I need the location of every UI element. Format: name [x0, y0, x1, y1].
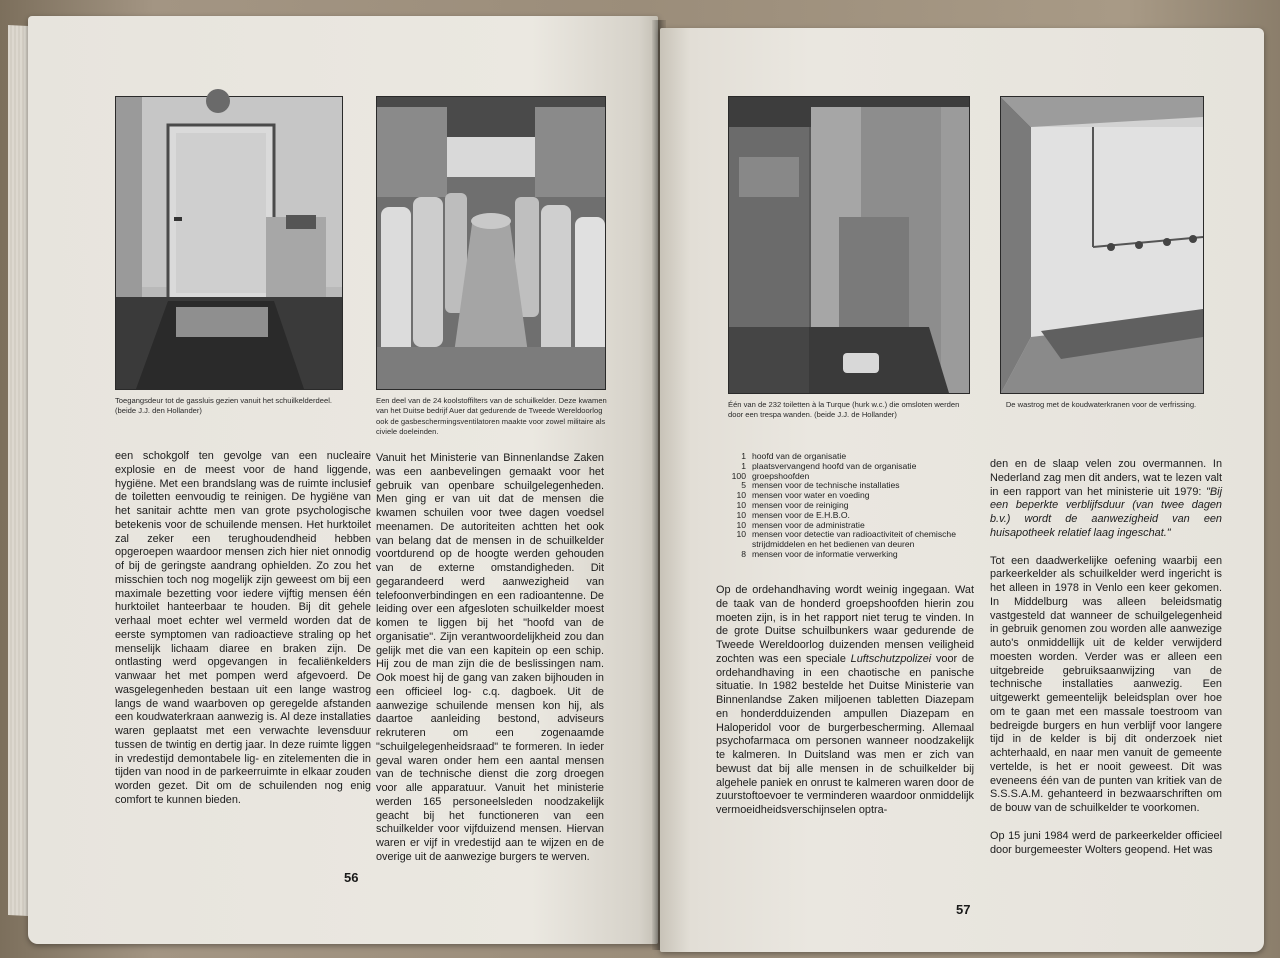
page-number: 57: [956, 902, 971, 917]
photo1-caption: Toegangsdeur tot de gassluis gezien vanuit het schuilkelderdeel. (beide J.J. den Hollander): [115, 396, 332, 416]
paragraph: Op 15 juni 1984 werd de parkeerkelder officieel door burgemeester Wolters geopend. Het was: [990, 829, 1222, 856]
text-column-3: Op de ordehandhaving wordt weinig ingegaan. Wat de taak van de honderd groepshoofden hierin zou moeten zijn, is in het rapport niet terug te vinden. In de grote Duitse schuilbunkers waar gedurende de Tweede Wereldoorlog duizenden mensen veiligheid zochten was een speciale Luftschutzpolizei voor de ordehandhaving in een chaotische en panische situatie. In 1982 bestelde het Duitse Ministerie van Binnenlandse Zaken miljoenen tabletten Diazepam en honderdduizenden ampullen Diazepam en Haloperidol voor de burgerbescherming. Allemaal psychofarmaca om personen wanneer noodzakelijk te kalmeren. In Duitsland was men er zich van bewust dat bij alle mensen in de schuilkelder bij algehele paniek en onrust te kalmeren waren door de zuurstoftoevoer te verminderen waardoor onmiddelijk vermoeidheidsverschijnselen optra-: [716, 584, 974, 816]
photo-carbon-filters: [376, 96, 606, 390]
list-item: 100 groepshoofden: [731, 470, 810, 481]
text-column-4: [990, 458, 1222, 864]
page-number: 56: [344, 870, 359, 885]
text-column-2: Vanuit het Ministerie van Binnenlandse Zaken was een aanbevelingen gemaakt voor het gebruik van openbare schuilgelegenheden. Men ging er van uit dat de mensen die kwamen schuilen voor twee dagen voedsel meenamen. De autoriteiten achtten het ook van belang dat de mensen in de schuilkelder voortdurend op de hoogte werden gehouden van de externe omstandigheden. Dit gegarandeerd werd aanwezigheid van telefoonverbindingen en een radioantenne. De leiding over een afgesloten schuilkelder moest komen te liggen bij het "hoofd van de organisatie". Zijn verantwoordelijkheid zou dan gelijk met die van een kapitein op een schip. Hij zou de man zijn die de beslissingen nam. Ook moest hij de gang van zaken bijhouden in een officieel log- c.q. dagboek. Uit de aanwezige schuilende mensen kon hij, als daartoe aanleiding bestond, adviseurs rekruteren om een zogenaamde "schuilgelegenheidsraad" te formeren. In ieder geval waren onder hem een aantal mensen van de technische dienst die zorg droegen voor alle apparatuur. Vanuit het ministerie werden 165 personeelsleden noodzakelijk geacht bij het functioneren van een schuilkelder voor vijfduizend mensen. Hiervan waren er vijf in vredestijd aan te wijzen en de overige uit de aanwezige burgers te werven.: [376, 452, 604, 863]
list-item: 1 hoofd van de organisatie: [741, 451, 847, 461]
photo3-caption: Één van de 232 toiletten à la Turque (hurk w.c.) die omsloten werden door een trespa wanden. (beide J.J. de Hollander): [728, 400, 960, 420]
list-item: 10 mensen voor detectie van radioactiviteit of chemische strijdmiddelen en het bedienen van deuren: [736, 529, 956, 550]
photo-wash-trough: [1000, 96, 1204, 394]
paragraph: den en de slaap velen zou overmannen. In Nederland zag men dit anders, wat te lezen valt in een rapport van het ministerie uit 1979: "Bij een beperkte verblijfsduur (van twee dagen b.v.) wordt de aanwezigheid van een huisapotheek relatief laag ingeschat.": [990, 458, 1222, 539]
photo2-caption: Een deel van de 24 koolstoffilters van de schuilkelder. Deze kwamen van het Duitse bedrijf Auer dat gedurende de Tweede Wereldoorlog ook de gasbeschermingsventilatoren maakte voor zowel militaire als civiele doeleinden.: [376, 396, 607, 436]
list-item: 5 mensen voor de technische installaties: [741, 480, 900, 491]
list-item: 10 mensen voor water en voeding: [736, 490, 870, 501]
list-item: 10 mensen voor de administratie: [736, 519, 865, 530]
list-item: 10 mensen voor de reiniging: [736, 499, 849, 510]
list-item: 1 plaatsvervangend hoofd van de organisatie: [741, 460, 917, 471]
photo4-caption: De wastrog met de koudwaterkranen voor de verfrissing.: [1005, 400, 1197, 409]
text-column-1: een schokgolf ten gevolge van een nucleaire explosie en de meest voor de hand liggende, hygiëne. Met een brandslang was de ruimte inclusief de toiletten eenvoudig te reinigen. De hygiëne van het sanitair achtte men van grote psychologische betekenis voor de schuilende mensen. Het hurktoilet zal zeker een terughoudendheid hebben opgeroepen waardoor mensen zich hier niet onnodig of bij de geringste aandrang ophielden. Zo zou het misschien toch nog mogelijk zijn geweest om bij een maximale bezetting voor iedere vijftig mensen één hurktoilet hanteerbaar te houden. Bij dit gehele verhaal moet echter wel vermeld worden dat de eerste symptomen van radioactieve straling op het menselijk lichaam diaree en braken zijn. De ontlasting werd opgevangen in fecaliënkelders vanwaar het met pompen werd afgevoerd. De wasgelegenheden bestaan uit een lange wastrog langs de wand waarboven op geregelde afstanden een koudwaterkraan aanwezig is. Al deze installaties waren geplaatst met een verwachte levensduur tussen de twintig en dertig jaar. In deze ruimte liggen in vredestijd demontabele lig- en zitelementen die in tijden van nood in de parkeerruimte in elkaar zouden worden gezet. Dit om de schuilenden nog enig comfort te kunnen bieden.: [115, 450, 371, 806]
left-page: [28, 16, 658, 944]
paragraph: Tot een daadwerkelijke oefening waarbij een parkeerkelder als schuilkelder werd ingericht is het alleen in 1978 in Venlo een keer gekomen. In Middelburg was alleen beleidsmatig vastgesteld dat wanneer de schuilgelegenheid in gebruik genomen zou worden alle aanwezige auto's onmiddellijk uit de kelder verwijderd moesten worden. Verder was er alleen een uitgebreide gebruiksaanwijzing van de technische installaties aanwezig. Een uitgewerkt gemeentelijk beleidsplan over hoe om te gaan met een massale toestroom van bedreigde burgers en hun verblijf voor langere tijd in de kelder is bij dit onderzoek niet achterhaald, en naar men vanuit de gemeente vertelde, is het er nooit geweest. Dit was eveneens één van de punten van kritiek van de S.S.S.A.M. gehanteerd in bezwaarschriften om de bouw van de schuilkelder te voorkomen.: [990, 554, 1222, 814]
list-item: 10 mensen voor de E.H.B.O.: [736, 509, 850, 520]
staff-list: [716, 452, 988, 560]
right-page: [660, 28, 1264, 952]
photo-squat-toilet: [728, 96, 970, 394]
photo-gas-lock-door: [115, 96, 343, 390]
list-item: 8 mensen voor de informatie verwerking: [741, 548, 898, 559]
